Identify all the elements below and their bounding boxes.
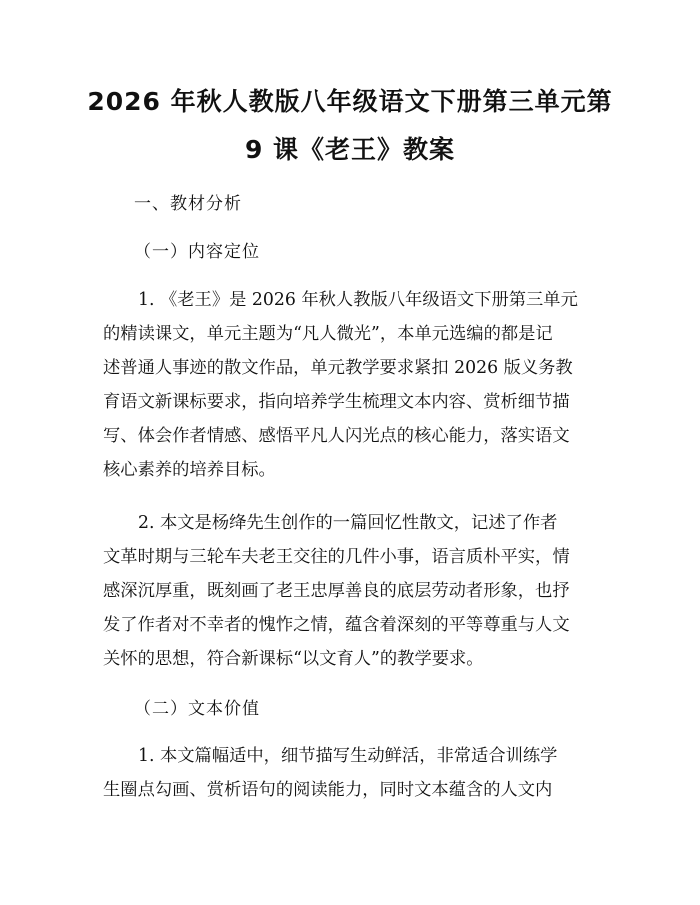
paragraph-1-line: 1. 《老王》是 2026 年秋人教版八年级语文下册第三单元 [138,290,578,310]
paragraph-2-line: 发了作者对不幸者的愧怍之情，蕴含着深刻的平等尊重与人文 [103,615,570,635]
paragraph-2-line: 2. 本文是杨绛先生创作的一篇回忆性散文，记述了作者 [138,513,558,533]
document-title-line-1: 2026 年秋人教版八年级语文下册第三单元第 [87,87,613,116]
document-title-line-2: 9 课《老王》教案 [244,135,456,164]
paragraph-2-line: 文革时期与三轮车夫老王交往的几件小事，语言质朴平实，情 [103,547,570,567]
section-heading-textbook-analysis: 一、教材分析 [134,194,242,214]
paragraph-1-line: 育语文新课标要求，指向培养学生梳理文本内容、赏析细节描 [103,392,570,412]
paragraph-3-line: 1. 本文篇幅适中，细节描写生动鲜活，非常适合训练学 [138,746,558,766]
subsection-heading-content-positioning: （一）内容定位 [134,242,260,262]
paragraph-1-line: 核心素养的培养目标。 [103,460,276,480]
paragraph-2-line: 关怀的思想，符合新课标“以文育人”的教学要求。 [103,649,484,669]
paragraph-2-line: 感深沉厚重，既刻画了老王忠厚善良的底层劳动者形象，也抒 [103,581,570,601]
subsection-heading-text-value: （二）文本价值 [134,699,260,719]
paragraph-3-line: 生圈点勾画、赏析语句的阅读能力，同时文本蕴含的人文内 [103,780,553,800]
paragraph-1-line: 的精读课文，单元主题为“凡人微光”，本单元选编的都是记 [103,324,553,344]
paragraph-1-line: 述普通人事迹的散文作品，单元教学要求紧扣 2026 版义务教 [103,358,573,378]
paragraph-1-line: 写、体会作者情感、感悟平凡人闪光点的核心能力，落实语文 [103,426,570,446]
